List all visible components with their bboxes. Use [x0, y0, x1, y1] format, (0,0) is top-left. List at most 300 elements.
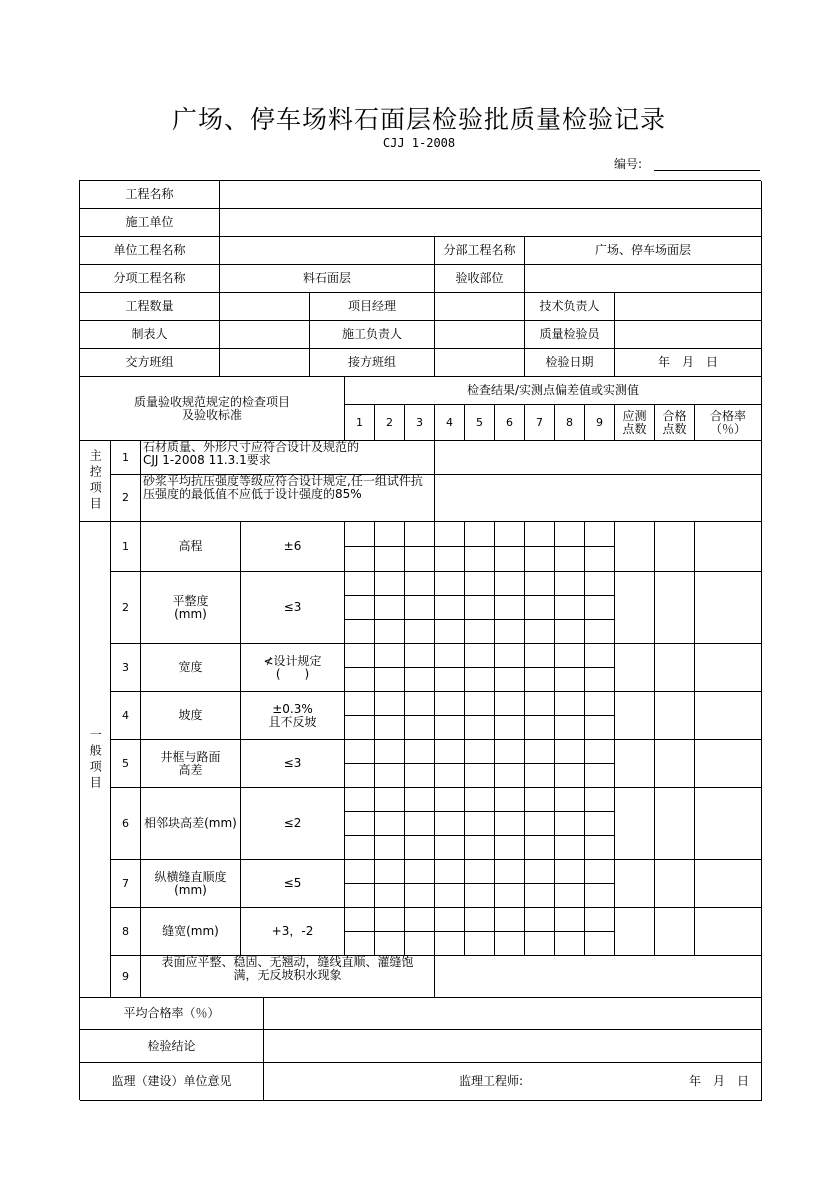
measure-cell[interactable] — [345, 596, 375, 620]
measure-cell[interactable] — [345, 788, 375, 812]
general-item-name — [141, 740, 241, 788]
measure-cell[interactable] — [375, 884, 405, 908]
field-construction-unit[interactable] — [220, 209, 762, 237]
measure-cell[interactable] — [405, 692, 435, 716]
required-points-cell[interactable] — [615, 860, 655, 908]
measure-cell[interactable] — [555, 788, 585, 812]
measure-cell[interactable] — [435, 836, 465, 860]
label-quality-inspector: 质量检验员 — [525, 321, 615, 349]
measure-cell[interactable] — [435, 572, 465, 596]
qualified-points-cell[interactable] — [655, 860, 695, 908]
pass-rate-cell[interactable] — [695, 644, 762, 692]
measure-cell[interactable] — [435, 620, 465, 644]
measure-cell[interactable] — [435, 522, 465, 547]
point-header-3: 3 — [405, 405, 435, 441]
measure-cell[interactable] — [405, 860, 435, 884]
main-item-text-line2: 压强度的最低值不应低于设计强度的85% — [143, 486, 362, 501]
required-points-cell[interactable] — [615, 788, 655, 860]
field-project-quantity[interactable] — [220, 293, 310, 321]
qualified-points-cell[interactable] — [655, 572, 695, 644]
point-header-7: 7 — [525, 405, 555, 441]
label-project-name: 工程名称 — [80, 181, 220, 209]
measure-cell[interactable] — [405, 812, 435, 836]
measure-cell[interactable] — [435, 860, 465, 884]
measure-cell[interactable] — [435, 932, 465, 956]
measure-cell[interactable] — [495, 596, 525, 620]
measure-cell[interactable] — [345, 522, 375, 547]
general-item-name-line2: (mm) — [174, 882, 207, 897]
measure-cell[interactable] — [375, 764, 405, 788]
general-item-no: 4 — [111, 692, 141, 740]
measure-cell[interactable] — [525, 788, 555, 812]
serial-field[interactable] — [654, 170, 760, 171]
qualified-points-cell[interactable] — [655, 788, 695, 860]
measure-cell[interactable] — [465, 620, 495, 644]
measure-cell[interactable] — [525, 692, 555, 716]
pass-rate-cell[interactable] — [695, 860, 762, 908]
spec-header — [80, 377, 345, 441]
standard-code: CJJ 1-2008 — [382, 136, 456, 150]
measure-cell[interactable] — [465, 572, 495, 596]
measure-cell[interactable] — [525, 812, 555, 836]
pass-rate-cell[interactable] — [695, 740, 762, 788]
measure-cell[interactable] — [465, 884, 495, 908]
measure-cell[interactable] — [525, 522, 555, 547]
measure-cell[interactable] — [555, 884, 585, 908]
measure-cell[interactable] — [465, 716, 495, 740]
measure-cell[interactable] — [435, 692, 465, 716]
main-item-text-line1: 砂浆平均抗压强度等级应符合设计规定,任一组试件抗 — [143, 475, 423, 488]
point-header-4: 4 — [435, 405, 465, 441]
main-item-result[interactable] — [435, 441, 762, 475]
measure-cell[interactable] — [405, 932, 435, 956]
general-item-name: 宽度 — [141, 644, 241, 692]
measure-cell[interactable] — [555, 596, 585, 620]
field-quality-inspector[interactable] — [615, 321, 762, 349]
measure-cell[interactable] — [585, 740, 615, 764]
general-item-tolerance: ≤2 — [241, 788, 345, 860]
measure-cell[interactable] — [555, 644, 585, 668]
general-item-tolerance-line1: ≮设计规定 — [263, 653, 322, 668]
inspection-table — [79, 180, 761, 1100]
measure-cell[interactable] — [585, 812, 615, 836]
measure-cell[interactable] — [465, 547, 495, 572]
measure-cell[interactable] — [405, 788, 435, 812]
measure-cell[interactable] — [405, 547, 435, 572]
serial-label: 编号: — [614, 157, 643, 171]
general-item-text — [141, 956, 435, 998]
measure-cell[interactable] — [495, 716, 525, 740]
measure-cell[interactable] — [375, 572, 405, 596]
measure-cell[interactable] — [435, 908, 465, 932]
measure-cell[interactable] — [465, 692, 495, 716]
point-header-8: 8 — [555, 405, 585, 441]
spec-header-line2: 及验收标准 — [181, 407, 242, 422]
pass-rate-cell[interactable] — [695, 788, 762, 860]
required-points-header-line2: 点数 — [622, 421, 647, 436]
measure-cell[interactable] — [555, 716, 585, 740]
measure-cell[interactable] — [495, 572, 525, 596]
measure-cell[interactable] — [375, 836, 405, 860]
measure-cell[interactable] — [345, 644, 375, 668]
measure-cell[interactable] — [345, 860, 375, 884]
measure-cell[interactable] — [555, 547, 585, 572]
measure-cell[interactable] — [585, 620, 615, 644]
measure-cell[interactable] — [375, 908, 405, 932]
general-item-no: 9 — [111, 956, 141, 998]
measure-cell[interactable] — [555, 836, 585, 860]
measure-cell[interactable] — [495, 932, 525, 956]
measure-cell[interactable] — [345, 908, 375, 932]
measure-cell[interactable] — [525, 860, 555, 884]
measure-cell[interactable] — [345, 620, 375, 644]
measure-cell[interactable] — [405, 668, 435, 692]
measure-cell[interactable] — [435, 644, 465, 668]
label-handover-team: 交方班组 — [80, 349, 220, 377]
measure-cell[interactable] — [585, 884, 615, 908]
measure-cell[interactable] — [465, 668, 495, 692]
measure-cell[interactable] — [585, 764, 615, 788]
measure-cell[interactable] — [585, 908, 615, 932]
general-item-result[interactable] — [435, 956, 762, 998]
pass-rate-header — [695, 405, 762, 441]
measure-cell[interactable] — [555, 908, 585, 932]
point-header-1: 1 — [345, 405, 375, 441]
field-inspection-date[interactable]: 年 月 日 — [615, 349, 762, 377]
general-item-tolerance — [241, 692, 345, 740]
measure-cell[interactable] — [555, 572, 585, 596]
measure-cell[interactable] — [435, 884, 465, 908]
measure-cell[interactable] — [405, 764, 435, 788]
measure-cell[interactable] — [375, 522, 405, 547]
pass-rate-header-line1: 合格率 — [709, 408, 746, 423]
label-project-manager: 项目经理 — [310, 293, 435, 321]
point-header-5: 5 — [465, 405, 495, 441]
measure-cell[interactable] — [345, 836, 375, 860]
form-title: 广场、停车场料石面层检验批质量检验记录 — [171, 105, 666, 134]
measure-cell[interactable] — [435, 547, 465, 572]
qualified-points-cell[interactable] — [655, 522, 695, 572]
value-division-project: 广场、停车场面层 — [525, 237, 762, 265]
measure-cell[interactable] — [405, 644, 435, 668]
value-sub-item: 料石面层 — [220, 265, 435, 293]
general-item-no: 8 — [111, 908, 141, 956]
measure-cell[interactable] — [435, 596, 465, 620]
general-item-tolerance-line2: ( ) — [275, 666, 310, 681]
main-item-result[interactable] — [435, 475, 762, 522]
measure-cell[interactable] — [585, 547, 615, 572]
measure-cell[interactable] — [495, 522, 525, 547]
measure-cell[interactable] — [585, 692, 615, 716]
field-acceptance-part[interactable] — [525, 265, 762, 293]
measure-cell[interactable] — [435, 812, 465, 836]
measure-cell[interactable] — [405, 522, 435, 547]
pass-rate-header-line2: （％） — [709, 421, 746, 436]
label-sub-item: 分项工程名称 — [80, 265, 220, 293]
general-item-name-line1: 平整度 — [172, 593, 209, 608]
measure-cell[interactable] — [405, 884, 435, 908]
measure-cell[interactable] — [405, 572, 435, 596]
measure-cell[interactable] — [465, 740, 495, 764]
measure-cell[interactable] — [495, 908, 525, 932]
measure-cell[interactable] — [405, 836, 435, 860]
measure-cell[interactable] — [375, 620, 405, 644]
pass-rate-cell[interactable] — [695, 692, 762, 740]
measure-cell[interactable] — [585, 572, 615, 596]
spec-header-line1: 质量验收规范规定的检查项目 — [133, 394, 290, 409]
required-points-cell[interactable] — [615, 522, 655, 572]
general-item-no: 7 — [111, 860, 141, 908]
measure-cell[interactable] — [495, 860, 525, 884]
label-prepared-by: 制表人 — [80, 321, 220, 349]
measure-cell[interactable] — [435, 764, 465, 788]
measure-cell[interactable] — [525, 547, 555, 572]
measure-cell[interactable] — [555, 522, 585, 547]
measure-cell[interactable] — [525, 572, 555, 596]
measure-cell[interactable] — [525, 836, 555, 860]
point-header-2: 2 — [375, 405, 405, 441]
field-unit-project[interactable] — [220, 237, 435, 265]
measure-cell[interactable] — [345, 740, 375, 764]
label-acceptance-part: 验收部位 — [435, 265, 525, 293]
general-item-tolerance-line2: 且不反坡 — [268, 714, 317, 729]
measure-cell[interactable] — [495, 884, 525, 908]
general-item-no: 5 — [111, 740, 141, 788]
qualified-points-cell[interactable] — [655, 692, 695, 740]
required-points-header-line1: 应测 — [622, 408, 647, 423]
measure-cell[interactable] — [585, 788, 615, 812]
label-unit-project: 单位工程名称 — [80, 237, 220, 265]
label-supervision-opinion: 监理（建设）单位意见 — [80, 1063, 264, 1101]
measure-cell[interactable] — [435, 740, 465, 764]
measure-cell[interactable] — [525, 764, 555, 788]
general-item-no: 1 — [111, 522, 141, 572]
label-conclusion: 检验结论 — [80, 1030, 264, 1063]
field-receiving-team[interactable] — [435, 349, 525, 377]
pass-rate-cell[interactable] — [695, 572, 762, 644]
measure-cell[interactable] — [375, 740, 405, 764]
main-item-text — [141, 441, 435, 475]
main-item-text — [141, 475, 435, 522]
general-item-name — [141, 860, 241, 908]
measure-cell[interactable] — [345, 692, 375, 716]
general-item-no: 3 — [111, 644, 141, 692]
main-item-no: 2 — [111, 475, 141, 522]
measure-cell[interactable] — [465, 596, 495, 620]
measure-cell[interactable] — [345, 668, 375, 692]
measure-cell[interactable] — [345, 572, 375, 596]
field-prepared-by[interactable] — [220, 321, 310, 349]
required-points-cell[interactable] — [615, 740, 655, 788]
pass-rate-cell[interactable] — [695, 908, 762, 956]
qualified-points-header-line2: 点数 — [662, 421, 687, 436]
measure-cell[interactable] — [465, 932, 495, 956]
measure-cell[interactable] — [585, 522, 615, 547]
label-avg-pass-rate: 平均合格率（％） — [80, 998, 264, 1030]
results-header: 检查结果/实测点偏差值或实测值 — [345, 377, 762, 405]
measure-cell[interactable] — [495, 788, 525, 812]
general-item-tolerance: +3，-2 — [241, 908, 345, 956]
measure-cell[interactable] — [585, 932, 615, 956]
measure-cell[interactable] — [465, 522, 495, 547]
qualified-points-header — [655, 405, 695, 441]
measure-cell[interactable] — [435, 716, 465, 740]
field-handover-team[interactable] — [220, 349, 310, 377]
measure-cell[interactable] — [495, 547, 525, 572]
measure-cell[interactable] — [495, 740, 525, 764]
label-technical-lead: 技术负责人 — [525, 293, 615, 321]
field-conclusion[interactable] — [264, 1030, 762, 1063]
required-points-cell[interactable] — [615, 908, 655, 956]
main-control-label: 主控项目 — [80, 441, 111, 522]
measure-cell[interactable] — [525, 596, 555, 620]
measure-cell[interactable] — [345, 812, 375, 836]
measure-cell[interactable] — [585, 668, 615, 692]
measure-cell[interactable] — [525, 932, 555, 956]
general-item-no: 2 — [111, 572, 141, 644]
qualified-points-cell[interactable] — [655, 740, 695, 788]
qualified-points-header-line1: 合格 — [662, 408, 687, 423]
measure-cell[interactable] — [555, 764, 585, 788]
pass-rate-cell[interactable] — [695, 522, 762, 572]
measure-cell[interactable] — [495, 836, 525, 860]
measure-cell[interactable] — [435, 788, 465, 812]
measure-cell[interactable] — [405, 908, 435, 932]
measure-cell[interactable] — [375, 932, 405, 956]
label-construction-unit: 施工单位 — [80, 209, 220, 237]
measure-cell[interactable] — [525, 644, 555, 668]
measure-cell[interactable] — [555, 620, 585, 644]
general-item-name-line2: 高差 — [178, 762, 203, 777]
main-item-no: 1 — [111, 441, 141, 475]
measure-cell[interactable] — [585, 836, 615, 860]
general-item-name: 相邻块高差(mm) — [141, 788, 241, 860]
supervisor-date: 年 月 日 — [689, 1074, 750, 1089]
measure-cell[interactable] — [345, 932, 375, 956]
measure-cell[interactable] — [465, 764, 495, 788]
general-item-name: 缝宽(mm) — [141, 908, 241, 956]
measure-cell[interactable] — [585, 860, 615, 884]
measure-cell[interactable] — [525, 620, 555, 644]
required-points-cell[interactable] — [615, 572, 655, 644]
general-item-text-line1: 表面应平整、稳固、无翘动，缝线直顺、灌缝饱 — [161, 956, 414, 969]
measure-cell[interactable] — [405, 596, 435, 620]
measure-cell[interactable] — [525, 908, 555, 932]
measure-cell[interactable] — [495, 668, 525, 692]
main-item-text-line1: 石材质量、外形尺寸应符合设计及规范的 — [143, 441, 360, 454]
measure-cell[interactable] — [465, 788, 495, 812]
measure-cell[interactable] — [345, 716, 375, 740]
qualified-points-cell[interactable] — [655, 908, 695, 956]
measure-cell[interactable] — [555, 812, 585, 836]
required-points-cell[interactable] — [615, 692, 655, 740]
label-receiving-team: 接方班组 — [310, 349, 435, 377]
measure-cell[interactable] — [375, 716, 405, 740]
measure-cell[interactable] — [345, 884, 375, 908]
label-construction-lead: 施工负责人 — [310, 321, 435, 349]
measure-cell[interactable] — [405, 740, 435, 764]
measure-cell[interactable] — [495, 692, 525, 716]
measure-cell[interactable] — [495, 644, 525, 668]
measure-cell[interactable] — [375, 644, 405, 668]
measure-cell[interactable] — [345, 764, 375, 788]
measure-cell[interactable] — [405, 716, 435, 740]
measure-cell[interactable] — [495, 812, 525, 836]
field-project-manager[interactable] — [435, 293, 525, 321]
measure-cell[interactable] — [375, 788, 405, 812]
measure-cell[interactable] — [555, 740, 585, 764]
field-construction-lead[interactable] — [435, 321, 525, 349]
measure-cell[interactable] — [435, 668, 465, 692]
measure-cell[interactable] — [405, 620, 435, 644]
measure-cell[interactable] — [375, 692, 405, 716]
general-item-name: 坡度 — [141, 692, 241, 740]
general-item-name-line1: 井框与路面 — [160, 749, 221, 764]
measure-cell[interactable] — [585, 644, 615, 668]
general-item-name-line1: 纵横缝直顺度 — [154, 869, 227, 884]
label-project-quantity: 工程数量 — [80, 293, 220, 321]
measure-cell[interactable] — [585, 716, 615, 740]
general-item-name: 高程 — [141, 522, 241, 572]
general-item-tolerance: ±6 — [241, 522, 345, 572]
measure-cell[interactable] — [555, 932, 585, 956]
general-item-name — [141, 572, 241, 644]
measure-cell[interactable] — [525, 716, 555, 740]
measure-cell[interactable] — [585, 596, 615, 620]
general-item-name-line2: (mm) — [174, 606, 207, 621]
point-header-9: 9 — [585, 405, 615, 441]
measure-cell[interactable] — [375, 547, 405, 572]
measure-cell[interactable] — [555, 692, 585, 716]
general-label: 一般项目 — [80, 522, 111, 998]
required-points-cell[interactable] — [615, 644, 655, 692]
main-item-text-line2: CJJ 1-2008 11.3.1要求 — [143, 452, 271, 467]
supervisor-label: 监理工程师: — [459, 1074, 524, 1089]
general-item-tolerance: ≤3 — [241, 740, 345, 788]
general-item-tolerance: ≤3 — [241, 572, 345, 644]
general-item-text-line2: 满，无反坡积水现象 — [233, 967, 342, 982]
measure-cell[interactable] — [525, 884, 555, 908]
measure-cell[interactable] — [555, 860, 585, 884]
general-item-tolerance — [241, 644, 345, 692]
field-technical-lead[interactable] — [615, 293, 762, 321]
label-division-project: 分部工程名称 — [435, 237, 525, 265]
measure-cell[interactable] — [345, 547, 375, 572]
measure-cell[interactable] — [465, 908, 495, 932]
measure-cell[interactable] — [555, 668, 585, 692]
measure-cell[interactable] — [375, 596, 405, 620]
measure-cell[interactable] — [525, 740, 555, 764]
measure-cell[interactable] — [375, 668, 405, 692]
measure-cell[interactable] — [465, 836, 495, 860]
measure-cell[interactable] — [375, 860, 405, 884]
field-avg-pass-rate[interactable] — [264, 998, 762, 1030]
measure-cell[interactable] — [495, 764, 525, 788]
measure-cell[interactable] — [525, 668, 555, 692]
qualified-points-cell[interactable] — [655, 644, 695, 692]
general-item-tolerance: ≤5 — [241, 860, 345, 908]
measure-cell[interactable] — [375, 812, 405, 836]
point-header-6: 6 — [495, 405, 525, 441]
field-supervision-opinion[interactable] — [264, 1063, 762, 1101]
field-project-name[interactable] — [220, 181, 762, 209]
required-points-header — [615, 405, 655, 441]
measure-cell[interactable] — [495, 620, 525, 644]
general-item-no: 6 — [111, 788, 141, 860]
measure-cell[interactable] — [465, 860, 495, 884]
measure-cell[interactable] — [465, 812, 495, 836]
measure-cell[interactable] — [465, 644, 495, 668]
